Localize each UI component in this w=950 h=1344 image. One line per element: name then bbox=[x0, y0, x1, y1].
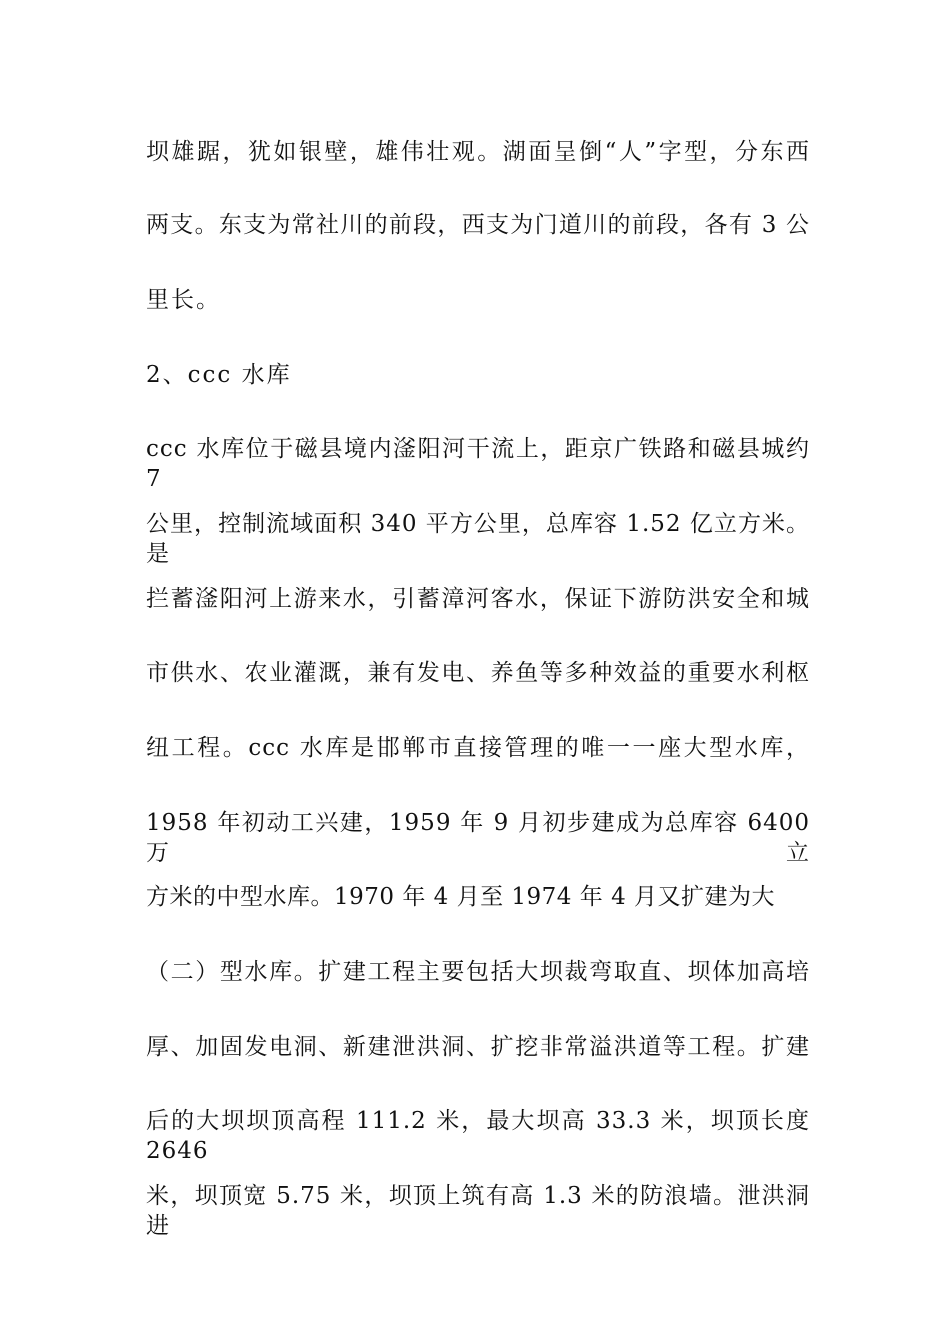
paragraph-line: 方米的中型水库。1970 年 4 月至 1974 年 4 月又扩建为大 bbox=[146, 884, 776, 910]
paragraph-line: 厚、加固发电洞、新建泄洪洞、扩挖非常溢洪道等工程。扩建 bbox=[146, 1034, 810, 1060]
paragraph-line: 市供水、农业灌溉，兼有发电、养鱼等多种效益的重要水利枢 bbox=[146, 660, 810, 686]
paragraph-line: 里长。 bbox=[146, 287, 221, 313]
paragraph-line: 米，坝顶宽 5.75 米，坝顶上筑有高 1.3 米的防浪墙。泄洪洞进 bbox=[146, 1183, 810, 1239]
paragraph-line: （二）型水库。扩建工程主要包括大坝裁弯取直、坝体加高培 bbox=[146, 959, 810, 985]
paragraph-line: 公里，控制流域面积 340 平方公里，总库容 1.52 亿立方米。是 bbox=[146, 511, 810, 567]
paragraph-line: 纽工程。ccc 水库是邯郸市直接管理的唯一一座大型水库， bbox=[146, 735, 810, 761]
paragraph-line: 后的大坝坝顶高程 111.2 米，最大坝高 33.3 米，坝顶长度 2646 bbox=[146, 1108, 810, 1164]
paragraph-line: 1958 年初动工兴建，1959 年 9 月初步建成为总库容 6400 万立 bbox=[146, 810, 810, 866]
section-heading: 2、ccc 水库 bbox=[146, 362, 292, 388]
paragraph-line: 坝雄踞，犹如银壁，雄伟壮观。湖面呈倒“人”字型，分东西 bbox=[146, 139, 810, 165]
paragraph-line: 拦蓄滏阳河上游来水，引蓄漳河客水，保证下游防洪安全和城 bbox=[146, 586, 810, 612]
paragraph-line: 两支。东支为常社川的前段，西支为门道川的前段，各有 3 公 bbox=[146, 212, 810, 238]
paragraph-line: ccc 水库位于磁县境内滏阳河干流上，距京广铁路和磁县城约 7 bbox=[146, 436, 810, 492]
